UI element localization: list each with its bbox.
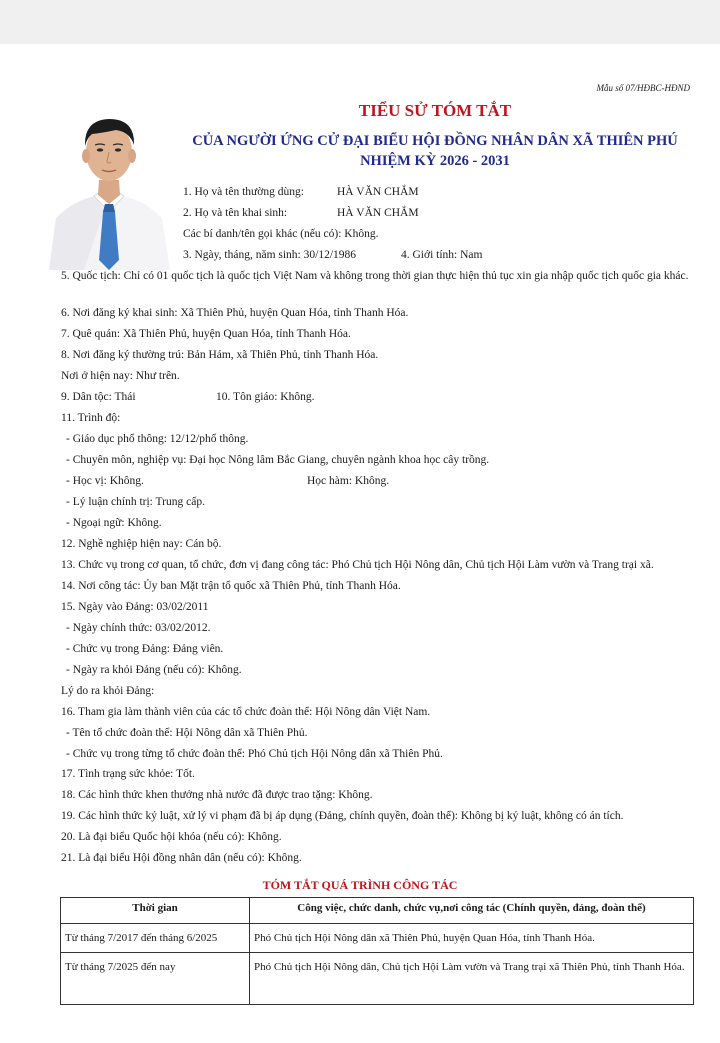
column-header-work: Công việc, chức danh, chức vụ,nơi công tác (Chính quyền, đảng, đoàn thể) bbox=[250, 898, 694, 924]
work-history-title: TÓM TẮT QUÁ TRÌNH CÔNG TÁC bbox=[262, 878, 458, 892]
item-current-place: Nơi ở hiện nay: Như trên. bbox=[61, 370, 180, 382]
item-party-leave-reason: Lý do ra khỏi Đảng: bbox=[61, 685, 155, 697]
table-header-row bbox=[61, 898, 694, 924]
item-party-position: - Chức vụ trong Đảng: Đảng viên. bbox=[66, 643, 224, 655]
table-cell-time: Từ tháng 7/2025 đến nay bbox=[61, 953, 250, 1005]
document-subtitle bbox=[0, 131, 720, 171]
field-common-name bbox=[183, 186, 419, 198]
item-general-education: - Giáo dục phổ thông: 12/12/phổ thông. bbox=[66, 433, 249, 445]
form-code: Mẫu số 07/HĐBC-HĐND bbox=[596, 83, 690, 93]
item-health: 17. Tình trạng sức khỏe: Tốt. bbox=[61, 768, 195, 780]
item-occupation: 12. Nghề nghiệp hiện nay: Cán bộ. bbox=[61, 538, 222, 550]
field-common-name-label: 1. Họ và tên thường dùng: bbox=[183, 186, 304, 198]
item-party-leave-date: - Ngày ra khỏi Đảng (nếu có): Không. bbox=[66, 664, 242, 676]
item-degree: - Học vị: Không. bbox=[66, 475, 144, 487]
item-national-assembly: 20. Là đại biểu Quốc hội khóa (nếu có): Không. bbox=[61, 831, 282, 843]
subtitle-line-1: CỦA NGƯỜI ỨNG CỬ ĐẠI BIỂU HỘI ĐỒNG NHÂN DÂN XÃ THIÊN PHÚ bbox=[192, 133, 678, 149]
field-birth-name-label: 2. Họ và tên khai sinh: bbox=[183, 207, 288, 219]
field-common-name-value: HÀ VĂN CHẮM bbox=[337, 186, 419, 198]
document-title: TIỂU SỬ TÓM TẮT bbox=[358, 101, 512, 120]
item-religion: 10. Tôn giáo: Không. bbox=[216, 391, 315, 403]
item-political-theory: - Lý luận chính trị: Trung cấp. bbox=[66, 496, 205, 508]
item-ethnicity: 9. Dân tộc: Thái bbox=[61, 391, 136, 403]
top-bar bbox=[0, 0, 720, 44]
item-discipline: 19. Các hình thức kỷ luật, xử lý vi phạm đã bị áp dụng (Đảng, chính quyền, đoàn thể): Không bị kỷ luật, không có án tích. bbox=[61, 810, 624, 822]
item-residence: 8. Nơi đăng ký thường trú: Bản Hám, xã Thiên Phủ, tỉnh Thanh Hóa. bbox=[61, 349, 379, 361]
item-party-official-date: - Ngày chính thức: 03/02/2012. bbox=[66, 622, 211, 634]
column-header-time: Thời gian bbox=[61, 898, 250, 924]
item-organization-position: - Chức vụ trong từng tổ chức đoàn thể: Phó Chủ tịch Hội Nông dân xã Thiên Phủ. bbox=[66, 748, 443, 760]
field-dob-gender bbox=[183, 249, 483, 261]
item-ethnicity-religion bbox=[61, 391, 315, 403]
item-birth-registration: 6. Nơi đăng ký khai sinh: Xã Thiên Phủ, huyện Quan Hóa, tỉnh Thanh Hóa. bbox=[61, 307, 409, 319]
item-academic-title: Học hàm: Không. bbox=[307, 475, 390, 487]
table-row bbox=[61, 924, 694, 953]
table-row bbox=[61, 953, 694, 1005]
item-specialty: - Chuyên môn, nghiệp vụ: Đại học Nông lâm Bắc Giang, chuyên ngành khoa học cây trồng. bbox=[66, 454, 490, 466]
item-position: 13. Chức vụ trong cơ quan, tổ chức, đơn vị đang công tác: Phó Chủ tịch Hội Nông dân, Chủ tịch Hội Làm vườn và Trang trại xã. bbox=[61, 559, 654, 571]
table-cell-work: Phó Chủ tịch Hội Nông dân, Chủ tịch Hội Làm vườn và Trang trại xã Thiên Phủ, tỉnh Thanh Hóa. bbox=[250, 953, 694, 1005]
item-nationality: 5. Quốc tịch: Chỉ có 01 quốc tịch là quốc tịch Việt Nam và không trong thời gian thực hiện thủ tục xin gia nhập quốc tịch quốc gia khác. bbox=[61, 270, 689, 282]
item-organization-name: - Tên tổ chức đoàn thể: Hội Nông dân xã Thiên Phủ. bbox=[66, 727, 308, 739]
field-dob: 3. Ngày, tháng, năm sinh: 30/12/1986 bbox=[183, 249, 357, 261]
table-cell-work: Phó Chủ tịch Hội Nông dân xã Thiên Phủ, huyện Quan Hóa, tỉnh Thanh Hóa. bbox=[250, 924, 694, 953]
subtitle-line-2: NHIỆM KỲ 2026 - 2031 bbox=[360, 153, 510, 169]
item-awards: 18. Các hình thức khen thưởng nhà nước đã được trao tặng: Không. bbox=[61, 789, 373, 801]
field-alias: Các bí danh/tên gọi khác (nếu có): Không. bbox=[183, 228, 379, 240]
item-workplace: 14. Nơi công tác: Ủy ban Mặt trận tổ quốc xã Thiên Phủ, tỉnh Thanh Hóa. bbox=[61, 580, 401, 592]
field-birth-name-value: HÀ VĂN CHẮM bbox=[337, 207, 419, 219]
item-degree-title bbox=[66, 475, 390, 487]
field-gender: 4. Giới tính: Nam bbox=[401, 249, 483, 261]
candidate-portrait-photo bbox=[44, 100, 174, 270]
item-organizations: 16. Tham gia làm thành viên của các tổ chức đoàn thể: Hội Nông dân Việt Nam. bbox=[61, 706, 431, 718]
item-education: 11. Trình độ: bbox=[61, 412, 121, 424]
item-foreign-language: - Ngoại ngữ: Không. bbox=[66, 517, 162, 529]
work-history-table bbox=[60, 897, 694, 1005]
field-birth-name bbox=[183, 207, 419, 219]
item-party-join-date: 15. Ngày vào Đảng: 03/02/2011 bbox=[61, 601, 209, 613]
table-cell-time: Từ tháng 7/2017 đến tháng 6/2025 bbox=[61, 924, 250, 953]
item-council-deputy: 21. Là đại biểu Hội đồng nhân dân (nếu có): Không. bbox=[61, 852, 302, 864]
item-hometown: 7. Quê quán: Xã Thiên Phủ, huyện Quan Hóa, tỉnh Thanh Hóa. bbox=[61, 328, 351, 340]
